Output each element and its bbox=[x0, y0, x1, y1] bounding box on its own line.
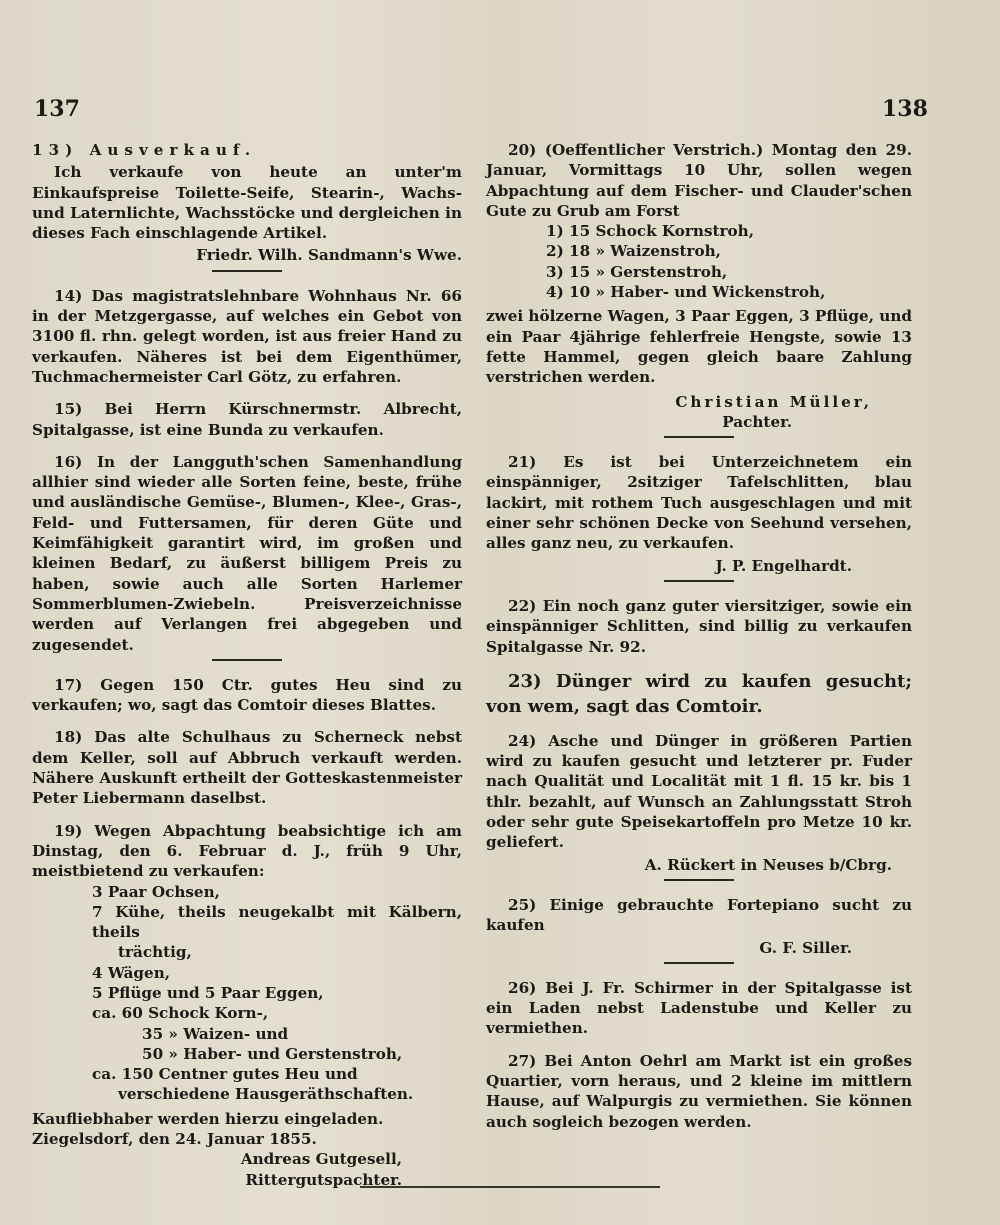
ad-19-intro: 19) Wegen Abpachtung beabsichtige ich am Dinstag, den 6. Februar d. J., früh 9 Uhr, meistbietend zu verkaufen: bbox=[32, 821, 462, 881]
divider bbox=[664, 879, 734, 881]
ad-15: 15) Bei Herrn Kürschnermstr. Albrecht, Spitalgasse, ist eine Bunda zu verkaufen. bbox=[32, 400, 462, 439]
ad-25: 25) Einige gebrauchte Fortepiano sucht zu kaufen bbox=[486, 895, 912, 935]
ad-20-signature-title: Pachter. bbox=[722, 412, 792, 431]
ad-17: 17) Gegen 150 Ctr. gutes Heu sind zu verkaufen; wo, sagt das Comtoir dieses Blattes. bbox=[32, 675, 462, 715]
divider bbox=[664, 436, 734, 438]
list-item: 4) 10 » Haber- und Wickenstroh, bbox=[546, 283, 826, 302]
ad-20-intro: 20) (Oeffentlicher Verstrich.) Montag den 29. Januar, Vormittags 10 Uhr, sollen wegen Abpachtung auf dem Fischer- und Clauder'schen Gute zu Grub am Forst bbox=[486, 141, 912, 220]
divider bbox=[212, 659, 282, 661]
ad-20-signature: Christian Müller, bbox=[675, 392, 872, 411]
ad-24-signature: A. Rückert in Neuses b/Cbrg. bbox=[644, 855, 892, 874]
bottom-rule bbox=[360, 1186, 660, 1188]
ad-13-head: 13) Ausverkauf. bbox=[32, 141, 257, 159]
ad-22: 22) Ein noch ganz guter viersitziger, sowie ein einspänniger Schlitten, sind billig zu verkaufen Spitalgasse Nr. 92. bbox=[486, 596, 912, 656]
left-column bbox=[32, 140, 462, 1190]
list-item: 3) 15 » Gerstenstroh, bbox=[546, 262, 728, 281]
ad-20-list bbox=[486, 221, 912, 302]
list-item: 5 Pflüge und 5 Paar Eggen, bbox=[92, 983, 324, 1002]
list-item: 50 » Haber- und Gerstenstroh, bbox=[142, 1044, 403, 1063]
divider bbox=[664, 962, 734, 964]
divider bbox=[212, 270, 282, 272]
ad-21-signature: J. P. Engelhardt. bbox=[715, 556, 852, 575]
ad-25-signature: G. F. Siller. bbox=[759, 938, 852, 957]
ad-26: 26) Bei J. Fr. Schirmer in der Spitalgasse ist ein Laden nebst Ladenstube und Keller zu vermiethen. bbox=[486, 978, 912, 1038]
page-number-right: 138 bbox=[882, 96, 928, 122]
divider bbox=[664, 580, 734, 582]
list-item: ca. 150 Centner gutes Heu und bbox=[92, 1065, 358, 1084]
list-item: trächtig, bbox=[118, 943, 192, 962]
page-number-left: 137 bbox=[34, 96, 80, 122]
ad-13-signature: Friedr. Wilh. Sandmann's Wwe. bbox=[196, 246, 462, 265]
list-item: 35 » Waizen- und bbox=[142, 1024, 289, 1043]
ad-19-signature: Andreas Gutgesell, bbox=[240, 1150, 402, 1169]
ad-19-outro: Kaufliebhaber werden hierzu eingeladen. bbox=[32, 1109, 384, 1128]
ad-21: 21) Es ist bei Unterzeichnetem ein einspänniger, 2sitziger Tafelschlitten, blau lackirt, mit rothem Tuch ausgeschlagen und mit einer sehr schönen Decke von Seehund versehen, alles ganz neu, zu verkaufen. bbox=[486, 453, 912, 553]
ad-27: 27) Bei Anton Oehrl am Markt ist ein großes Quartier, vorn heraus, und 2 kleine im mittlern Hause, auf Walpurgis zu vermiethen. Sie können auch sogleich bezogen werden. bbox=[486, 1051, 912, 1131]
ad-24: 24) Asche und Dünger in größeren Partien wird zu kaufen gesucht und letzterer pr. Fuder nach Qualität und Localität mit 1 fl. 15 kr. bis 1 thlr. bezahlt, auf Wunsch an Zahlungsstatt Stroh oder sehr gute Speisekartoffeln pro Metze 10 kr. geliefert. bbox=[486, 731, 912, 852]
ad-20-outro: zwei hölzerne Wagen, 3 Paar Eggen, 3 Pflüge, und ein Paar 4jährige fehlerfreie Hengste, sowie 13 fette Hammel, gegen gleich baare Zahlung verstrichen werden. bbox=[486, 307, 912, 387]
list-item: 4 Wägen, bbox=[92, 963, 171, 982]
ad-13-text: Ich verkaufe von heute an unter'm Einkaufspreise Toilette-Seife, Stearin-, Wachs- und Laternlichte, Wachsstöcke und dergleichen in dieses Fach einschlagende Artikel. bbox=[32, 163, 462, 243]
ad-19-list bbox=[32, 882, 462, 1105]
list-item: verschiedene Hausgeräthschaften. bbox=[118, 1085, 414, 1104]
list-item: 3 Paar Ochsen, bbox=[92, 882, 220, 901]
ad-18: 18) Das alte Schulhaus zu Scherneck nebst dem Keller, soll auf Abbruch verkauft werden. Nähere Auskunft ertheilt der Gotteskastenmeister Peter Liebermann daselbst. bbox=[32, 728, 462, 808]
list-item: 7 Kühe, theils neugekalbt mit Kälbern, theils bbox=[92, 902, 462, 942]
ad-19-signature-title: Rittergutspachter. bbox=[245, 1170, 402, 1189]
list-item: ca. 60 Schock Korn-, bbox=[92, 1004, 269, 1023]
right-column bbox=[486, 140, 912, 1144]
list-item: 1) 15 Schock Kornstroh, bbox=[546, 222, 754, 241]
ad-16: 16) In der Langguth'schen Samenhandlung allhier sind wieder alle Sorten feine, beste, frühe und ausländische Gemüse-, Blumen-, Klee-, Gras-, Feld- und Futtersamen, für deren Güte und Keimfähigkeit garantirt wird, im großen und kleinen Bedarf, zu äußerst billigem Preis zu haben, sowie auch alle Sorten Harlemer Sommerblumen-Zwiebeln. Preisverzeichnisse werden auf Verlangen frei abgegeben und zugesendet. bbox=[32, 452, 462, 654]
ad-19-date: Ziegelsdorf, den 24. Januar 1855. bbox=[32, 1130, 317, 1149]
ad-14: 14) Das magistratslehnbare Wohnhaus Nr. 66 in der Metzgergasse, auf welches ein Gebot von 3100 fl. rhn. gelegt worden, ist aus freier Hand zu verkaufen. Näheres ist bei dem Eigenthümer, Tuchmachermeister Carl Götz, zu erfahren. bbox=[32, 286, 462, 386]
ad-23: 23) Dünger wird zu kaufen gesucht; von wem, sagt das Comtoir. bbox=[486, 670, 912, 717]
list-item: 2) 18 » Waizenstroh, bbox=[546, 242, 721, 261]
